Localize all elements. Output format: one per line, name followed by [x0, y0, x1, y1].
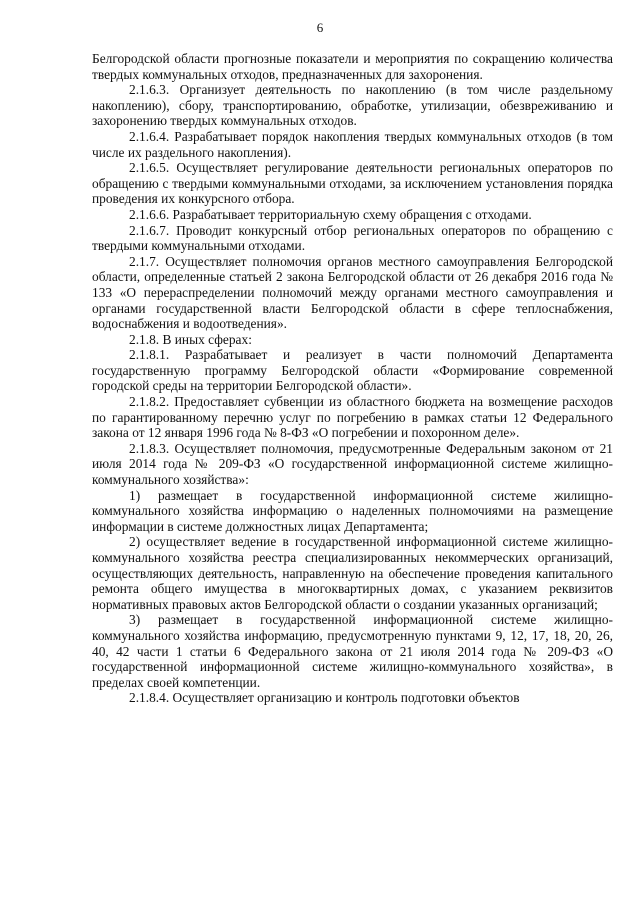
paragraph-2-1-6-7: 2.1.6.7. Проводит конкурсный отбор региональных операторов по обращению с твердыми коммунальными отходами.: [92, 222, 613, 254]
document-body: [92, 51, 613, 706]
paragraph-2-1-6-3: 2.1.6.3. Организует деятельность по накоплению (в том числе раздельному накоплению), сбору, транспортированию, обработке, утилизации, обезвреживанию и захоронению твердых коммунальных отходов.: [92, 82, 613, 129]
paragraph-2-1-6-4: 2.1.6.4. Разрабатывает порядок накопления твердых коммунальных отходов (в том числе их раздельного накопления).: [92, 128, 613, 160]
list-item-1: 1) размещает в государственной информационной системе жилищно-коммунального хозяйства информацию о наделенных полномочиями на размещение информации в системе должностных лицах Департамента;: [92, 487, 613, 534]
list-item-3: 3) размещает в государственной информационной системе жилищно-коммунального хозяйства информацию, предусмотренную пунктами 9, 12, 17, 18, 20, 26, 40, 42 части 1 статьи 6 Федерального закона от 21 июля 2014 года № 209-ФЗ «О государственной информационной системе жилищно-коммунального хозяйства», в пределах своей компетенции.: [92, 612, 613, 690]
paragraph-2-1-8-3: 2.1.8.3. Осуществляет полномочия, предусмотренные Федеральным законом от 21 июля 2014 года № 209-ФЗ «О государственной информационной системе жилищно-коммунального хозяйства»:: [92, 440, 613, 488]
paragraph-2-1-6-6: 2.1.6.6. Разрабатывает территориальную схему обращения с отходами.: [129, 206, 532, 222]
paragraph-2-1-8-1: 2.1.8.1. Разрабатывает и реализует в части полномочий Департамента государственную программу Белгородской области «Формирование современной городской среды на территории Белгородской области».: [92, 347, 613, 394]
page-number: 6: [316, 20, 324, 35]
list-item-2: 2) осуществляет ведение в государственной информационной системе жилищно-коммунального хозяйства реестра специализированных некоммерческих организаций, осуществляющих деятельность, направленную на обеспечение проведения капитального ремонта общего имущества в многоквартирных домах, с указанием реквизитов нормативных правовых актов Белгородской области о создании указанных организаций;: [92, 534, 613, 612]
paragraph-2-1-8-4: 2.1.8.4. Осуществляет организацию и контроль подготовки объектов: [129, 690, 520, 706]
paragraph-2-1-8: 2.1.8. В иных сферах:: [129, 331, 252, 347]
paragraph-continuation: Белгородской области прогнозные показатели и мероприятия по сокращению количества твердых коммунальных отходов, предназначенных для захоронения.: [92, 51, 613, 82]
paragraph-2-1-6-5: 2.1.6.5. Осуществляет регулирование деятельности региональных операторов по обращению с твердыми коммунальными отходами, за исключением установления порядка проведения их конкурсного отбора.: [92, 160, 613, 207]
paragraph-2-1-7: 2.1.7. Осуществляет полномочия органов местного самоуправления Белгородской области, определенные статьей 2 закона Белгородской области от 26 декабря 2016 года № 133 «О перераспределении полномочий между органами местного самоуправления и органами государственной власти Белгородской области в сфере теплоснабжения, водоснабжения и водоотведения».: [92, 253, 613, 332]
paragraph-2-1-8-2: 2.1.8.2. Предоставляет субвенции из областного бюджета на возмещение расходов по гарантированному перечню услуг по погребению в рамках статьи 12 Федерального закона от 12 января 1996 года № 8-ФЗ «О погребении и похоронном деле».: [92, 394, 613, 441]
